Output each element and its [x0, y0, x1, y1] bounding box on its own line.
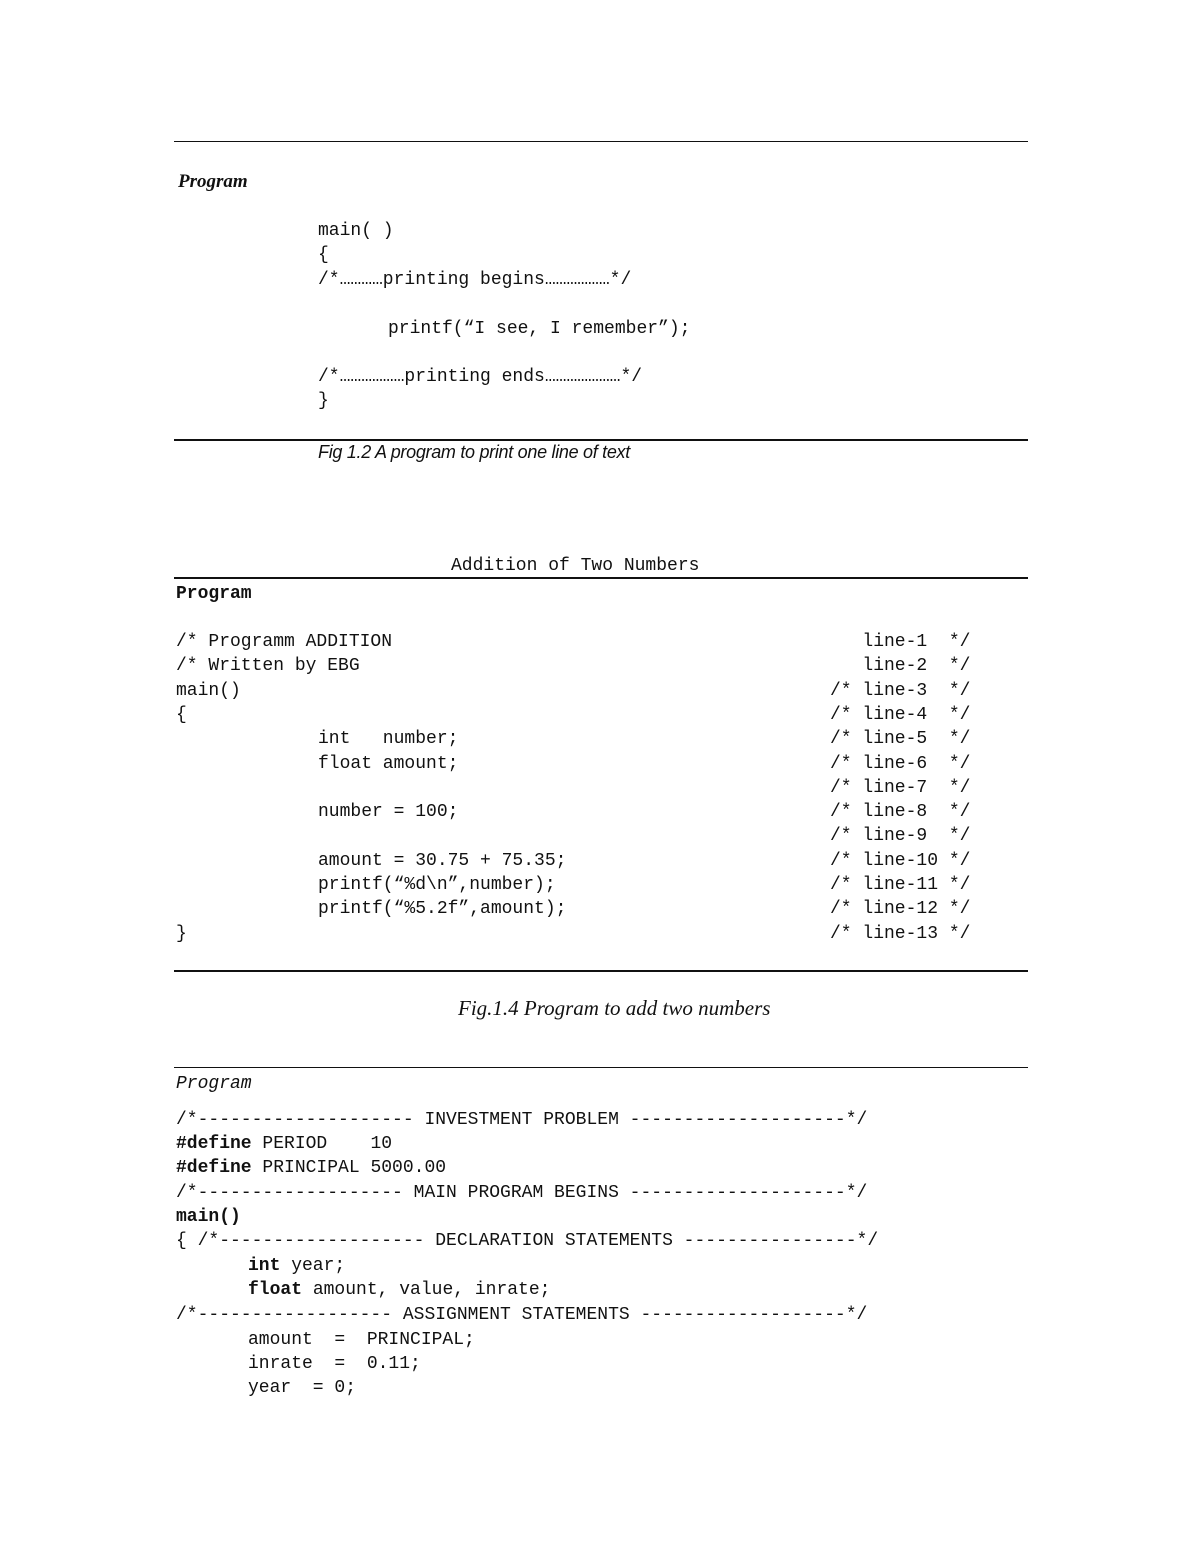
fig12-bottom-rule — [174, 439, 1028, 441]
code-line-6: float amount; — [318, 753, 459, 774]
define-principal — [176, 1156, 446, 1180]
comment-4: /* line-4 */ — [830, 704, 971, 725]
program-heading-3: Program — [176, 1074, 252, 1094]
fig12-line-2: { — [318, 245, 329, 265]
code-line-5: int number; — [318, 729, 459, 750]
comment-1: line-1 */ — [830, 632, 971, 652]
code-line-2: /* Written by EBG — [176, 656, 360, 677]
comment-5: /* line-5 */ — [830, 729, 971, 750]
fig14-bottom-rule — [174, 970, 1028, 972]
program-heading-1: Program — [178, 171, 248, 192]
code-line-8: number = 100; — [318, 802, 459, 823]
comment-10: /* line-10 */ — [830, 850, 971, 871]
fig14-title: Addition of Two Numbers — [451, 556, 700, 576]
comment-12: /* line-12 */ — [830, 899, 971, 920]
define-keyword: #define — [176, 1158, 252, 1178]
define-period — [176, 1132, 392, 1156]
define-period-text: PERIOD 10 — [251, 1134, 393, 1154]
assign-year: year = 0; — [248, 1378, 357, 1398]
invest-top-rule — [174, 1067, 1028, 1068]
code-line-4: { — [176, 704, 187, 725]
code-line-1: /* Programm ADDITION — [176, 632, 393, 652]
fig14-top-rule — [174, 577, 1028, 579]
comment-2: line-2 */ — [830, 656, 971, 677]
code-line-10: amount = 30.75 + 75.35; — [318, 850, 567, 871]
define-keyword: #define — [176, 1134, 252, 1154]
program-heading-2: Program — [176, 584, 252, 604]
comment-13: /* line-13 */ — [830, 923, 971, 944]
int-keyword: int — [248, 1256, 281, 1276]
code-line-13: } — [176, 923, 187, 944]
comment-9: /* line-9 */ — [830, 826, 971, 847]
code-line-11: printf(“%d\n”,number); — [318, 875, 556, 895]
comment-8: /* line-8 */ — [830, 802, 971, 823]
fig12-line-3: /*…………printing begins………………*/ — [318, 270, 632, 290]
decl-float — [248, 1278, 550, 1302]
fig12-line-4: printf(“I see, I remember”); — [388, 319, 691, 339]
fig14-caption: Fig.1.4 Program to add two numbers — [458, 996, 771, 1020]
assign-inrate: inrate = 0.11; — [248, 1354, 421, 1374]
comment-6: /* line-6 */ — [830, 753, 971, 774]
define-principal-text: PRINCIPAL 5000.00 — [251, 1158, 447, 1178]
decl-int-text: year; — [280, 1256, 346, 1276]
fig12-line-6: } — [318, 391, 329, 411]
banner-investment: /*-------------------- INVESTMENT PROBLEM --------------------*/ — [176, 1110, 868, 1130]
main-line: main() — [176, 1207, 241, 1227]
banner-declaration: { /*------------------- DECLARATION STATEMENTS ----------------*/ — [176, 1231, 879, 1251]
assign-amount: amount = PRINCIPAL; — [248, 1330, 475, 1350]
decl-float-text: amount, value, inrate; — [302, 1280, 551, 1300]
fig12-line-1: main( ) — [318, 221, 394, 241]
top-rule — [174, 141, 1028, 142]
float-keyword: float — [248, 1280, 303, 1300]
comment-11: /* line-11 */ — [830, 875, 971, 895]
fig14-code-block — [0, 630, 1200, 950]
code-line-3: main() — [176, 680, 241, 701]
fig12-line-5: /*………………printing ends…………………*/ — [318, 367, 643, 387]
code-line-12: printf(“%5.2f”,amount); — [318, 899, 567, 920]
comment-3: /* line-3 */ — [830, 680, 971, 701]
comment-7: /* line-7 */ — [830, 777, 971, 798]
decl-int — [248, 1254, 345, 1278]
banner-main-begins: /*------------------- MAIN PROGRAM BEGINS --------------------*/ — [176, 1183, 868, 1203]
fig12-caption: Fig 1.2 A program to print one line of text — [318, 442, 630, 462]
banner-assignment: /*------------------ ASSIGNMENT STATEMENTS -------------------*/ — [176, 1305, 868, 1325]
